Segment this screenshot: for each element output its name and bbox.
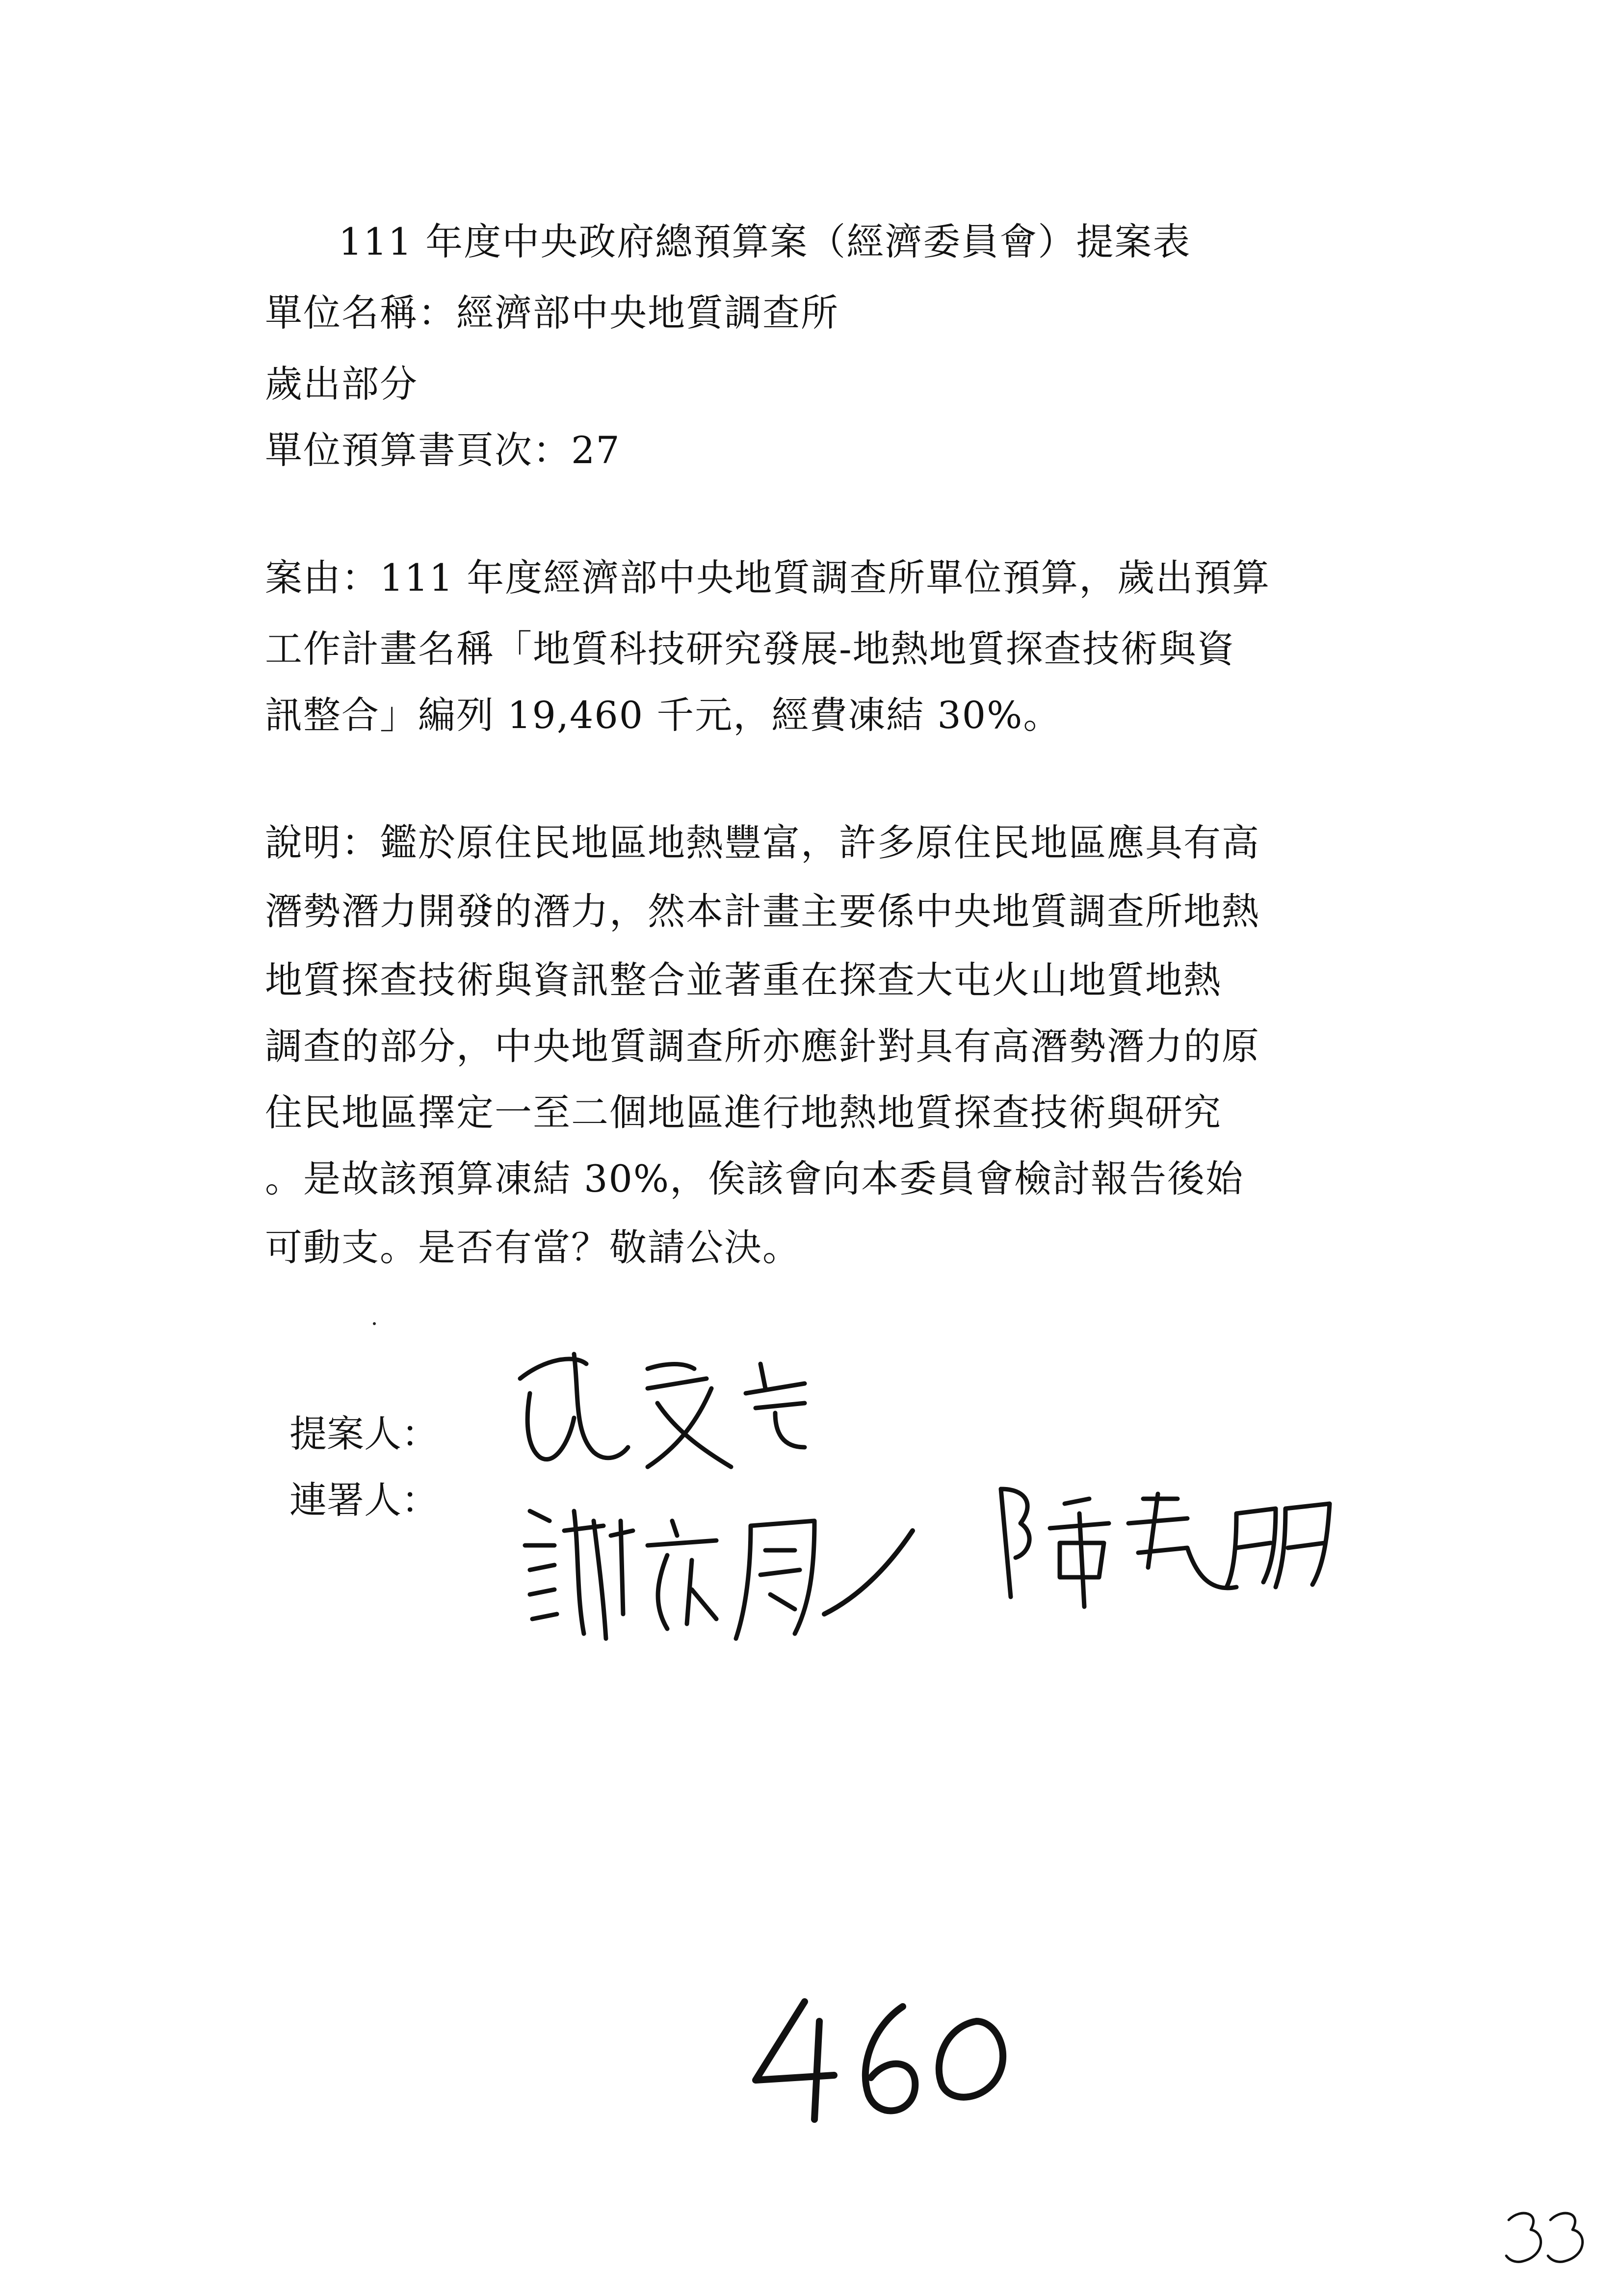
page-number-handwritten bbox=[1501, 2203, 1599, 2276]
cosigner-label: 連署人： bbox=[289, 1478, 439, 1522]
budget-section: 歲出部分 bbox=[265, 362, 418, 406]
document-title: 111 年度中央政府總預算案（經濟委員會）提案表 bbox=[339, 220, 1191, 263]
cosigner-signature-1 bbox=[520, 1491, 942, 1658]
handwritten-number-text: 460 bbox=[746, 1982, 747, 1983]
case-line-2: 工作計畫名稱「地質科技研究發展-地熱地質探查技術與資 bbox=[265, 627, 1235, 671]
budget-page-reference: 單位預算書頁次：27 bbox=[265, 428, 621, 472]
unit-name: 單位名稱：經濟部中央地質調查所 bbox=[265, 291, 839, 335]
explanation-line-4: 調查的部分，中央地質調查所亦應針對具有高潛勢潛力的原 bbox=[265, 1024, 1260, 1068]
explanation-line-3: 地質探查技術與資訊整合並著重在探查大屯火山地質地熱 bbox=[265, 958, 1222, 1002]
explanation-line-5: 住民地區擇定一至二個地區進行地熱地質探查技術與研究 bbox=[265, 1091, 1222, 1134]
handwritten-number-460 bbox=[746, 1982, 1021, 2129]
case-line-1: 案由：111 年度經濟部中央地質調查所單位預算，歲出預算 bbox=[265, 556, 1271, 600]
explanation-line-7: 可動支。是否有當？敬請公決。 bbox=[265, 1226, 801, 1269]
proposer-signature bbox=[500, 1334, 873, 1501]
scan-speck bbox=[373, 1322, 376, 1325]
explanation-line-1: 說明：鑑於原住民地區地熱豐富，許多原住民地區應具有高 bbox=[265, 821, 1260, 864]
cosigner-signature-2 bbox=[981, 1469, 1354, 1617]
explanation-line-2: 潛勢潛力開發的潛力，然本計畫主要係中央地質調查所地熱 bbox=[265, 889, 1260, 933]
explanation-line-6: 。是故該預算凍結 30%，俟該會向本委員會檢討報告後始 bbox=[265, 1157, 1244, 1200]
proposer-label: 提案人： bbox=[289, 1412, 439, 1456]
case-line-3: 訊整合」編列 19,460 千元，經費凍結 30%。 bbox=[265, 693, 1062, 737]
